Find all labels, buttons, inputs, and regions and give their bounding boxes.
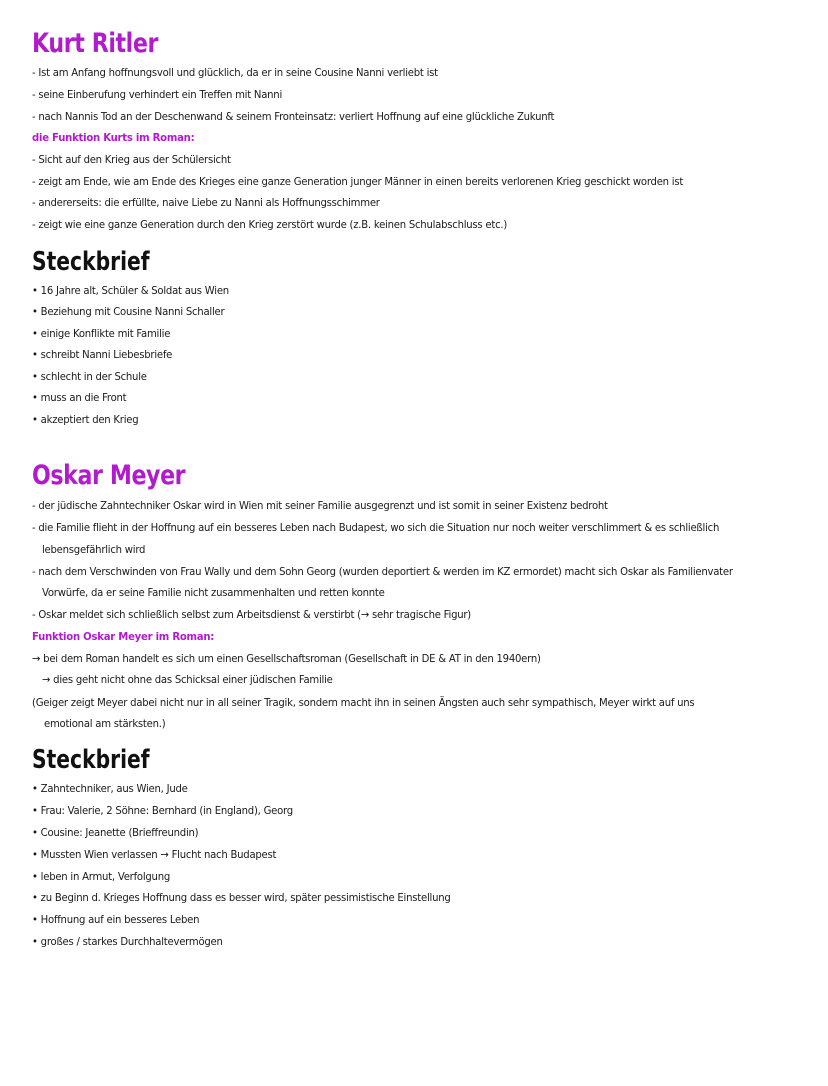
oskar-steckbrief-item-6: • zu Beginn d. Krieges Hoffnung dass es besser wird, später pessimistische Einstellung <box>32 892 451 904</box>
oskar-line-5: Vorwürfe, da er seine Familie nicht zusammenhalten und retten konnte <box>42 587 385 599</box>
oskar-line-2: - die Familie flieht in der Hoffnung auf ein besseres Leben nach Budapest, wo sich die Situation nur noch weiter verschlimmert & es schließlich <box>32 522 720 534</box>
kurt-steckbrief-item-4: • schreibt Nanni Liebesbriefe <box>32 349 173 361</box>
oskar-function-line-3: (Geiger zeigt Meyer dabei nicht nur in all seiner Tragik, sondern macht ihn in seinen Ängsten auch sehr sympathisch, Meyer wirkt auf uns <box>32 697 695 709</box>
kurt-function-line-1: - Sicht auf den Krieg aus der Schülersicht <box>32 154 231 166</box>
oskar-steckbrief-item-1: • Zahntechniker, aus Wien, Jude <box>32 783 188 795</box>
oskar-line-3: lebensgefährlich wird <box>42 544 146 556</box>
oskar-title: Oskar Meyer <box>32 460 186 491</box>
oskar-steckbrief-item-5: • leben in Armut, Verfolgung <box>32 871 170 883</box>
kurt-steckbrief-item-7: • akzeptiert den Krieg <box>32 414 139 426</box>
oskar-function-line-1: → bei dem Roman handelt es sich um einen Gesellschaftsroman (Gesellschaft in DE & AT in den 1940ern) <box>32 653 541 665</box>
kurt-line-2: - seine Einberufung verhindert ein Treffen mit Nanni <box>32 89 283 101</box>
kurt-line-1: - Ist am Anfang hoffnungsvoll und glücklich, da er in seine Cousine Nanni verliebt ist <box>32 67 438 79</box>
kurt-steckbrief-item-1: • 16 Jahre alt, Schüler & Soldat aus Wien <box>32 285 229 297</box>
kurt-steckbrief-item-6: • muss an die Front <box>32 392 127 404</box>
oskar-steckbrief-item-3: • Cousine: Jeanette (Brieffreundin) <box>32 827 199 839</box>
kurt-title: Kurt Ritler <box>32 28 158 59</box>
kurt-function-line-4: - zeigt wie eine ganze Generation durch den Krieg zerstört wurde (z.B. keinen Schulabschluss etc.) <box>32 219 508 231</box>
kurt-function-line-3: - andererseits: die erfüllte, naive Liebe zu Nanni als Hoffnungsschimmer <box>32 197 380 209</box>
oskar-steckbrief-item-4: • Mussten Wien verlassen → Flucht nach Budapest <box>32 849 277 861</box>
oskar-steckbrief-item-7: • Hoffnung auf ein besseres Leben <box>32 914 200 926</box>
kurt-function-line-2: - zeigt am Ende, wie am Ende des Krieges eine ganze Generation junger Männer in einen bereits verlorenen Krieg geschickt worden ist <box>32 176 684 188</box>
oskar-line-4: - nach dem Verschwinden von Frau Wally und dem Sohn Georg (wurden deportiert & werden im KZ ermordet) macht sich Oskar als Familienvater <box>32 566 733 578</box>
oskar-function-title: Funktion Oskar Meyer im Roman: <box>32 631 215 643</box>
oskar-function-line-4: emotional am stärksten.) <box>44 718 166 730</box>
oskar-line-1: - der jüdische Zahntechniker Oskar wird in Wien mit seiner Familie ausgegrenzt und ist somit in seiner Existenz bedroht <box>32 500 608 512</box>
oskar-steckbrief-item-8: • großes / starkes Durchhaltevermögen <box>32 936 223 948</box>
kurt-steckbrief-item-3: • einige Konflikte mit Familie <box>32 328 171 340</box>
oskar-steckbrief-item-2: • Frau: Valerie, 2 Söhne: Bernhard (in England), Georg <box>32 805 293 817</box>
kurt-line-3: - nach Nannis Tod an der Deschenwand & seinem Fronteinsatz: verliert Hoffnung auf eine glückliche Zukunft <box>32 111 555 123</box>
kurt-function-title: die Funktion Kurts im Roman: <box>32 132 195 144</box>
kurt-steckbrief-item-2: • Beziehung mit Cousine Nanni Schaller <box>32 306 225 318</box>
oskar-function-line-2: → dies geht nicht ohne das Schicksal einer jüdischen Familie <box>42 674 333 686</box>
kurt-steckbrief-title: Steckbrief <box>32 247 150 277</box>
kurt-steckbrief-item-5: • schlecht in der Schule <box>32 371 147 383</box>
oskar-line-6: - Oskar meldet sich schließlich selbst zum Arbeitsdienst & verstirbt (→ sehr tragische Figur) <box>32 609 471 621</box>
oskar-steckbrief-title: Steckbrief <box>32 745 150 775</box>
